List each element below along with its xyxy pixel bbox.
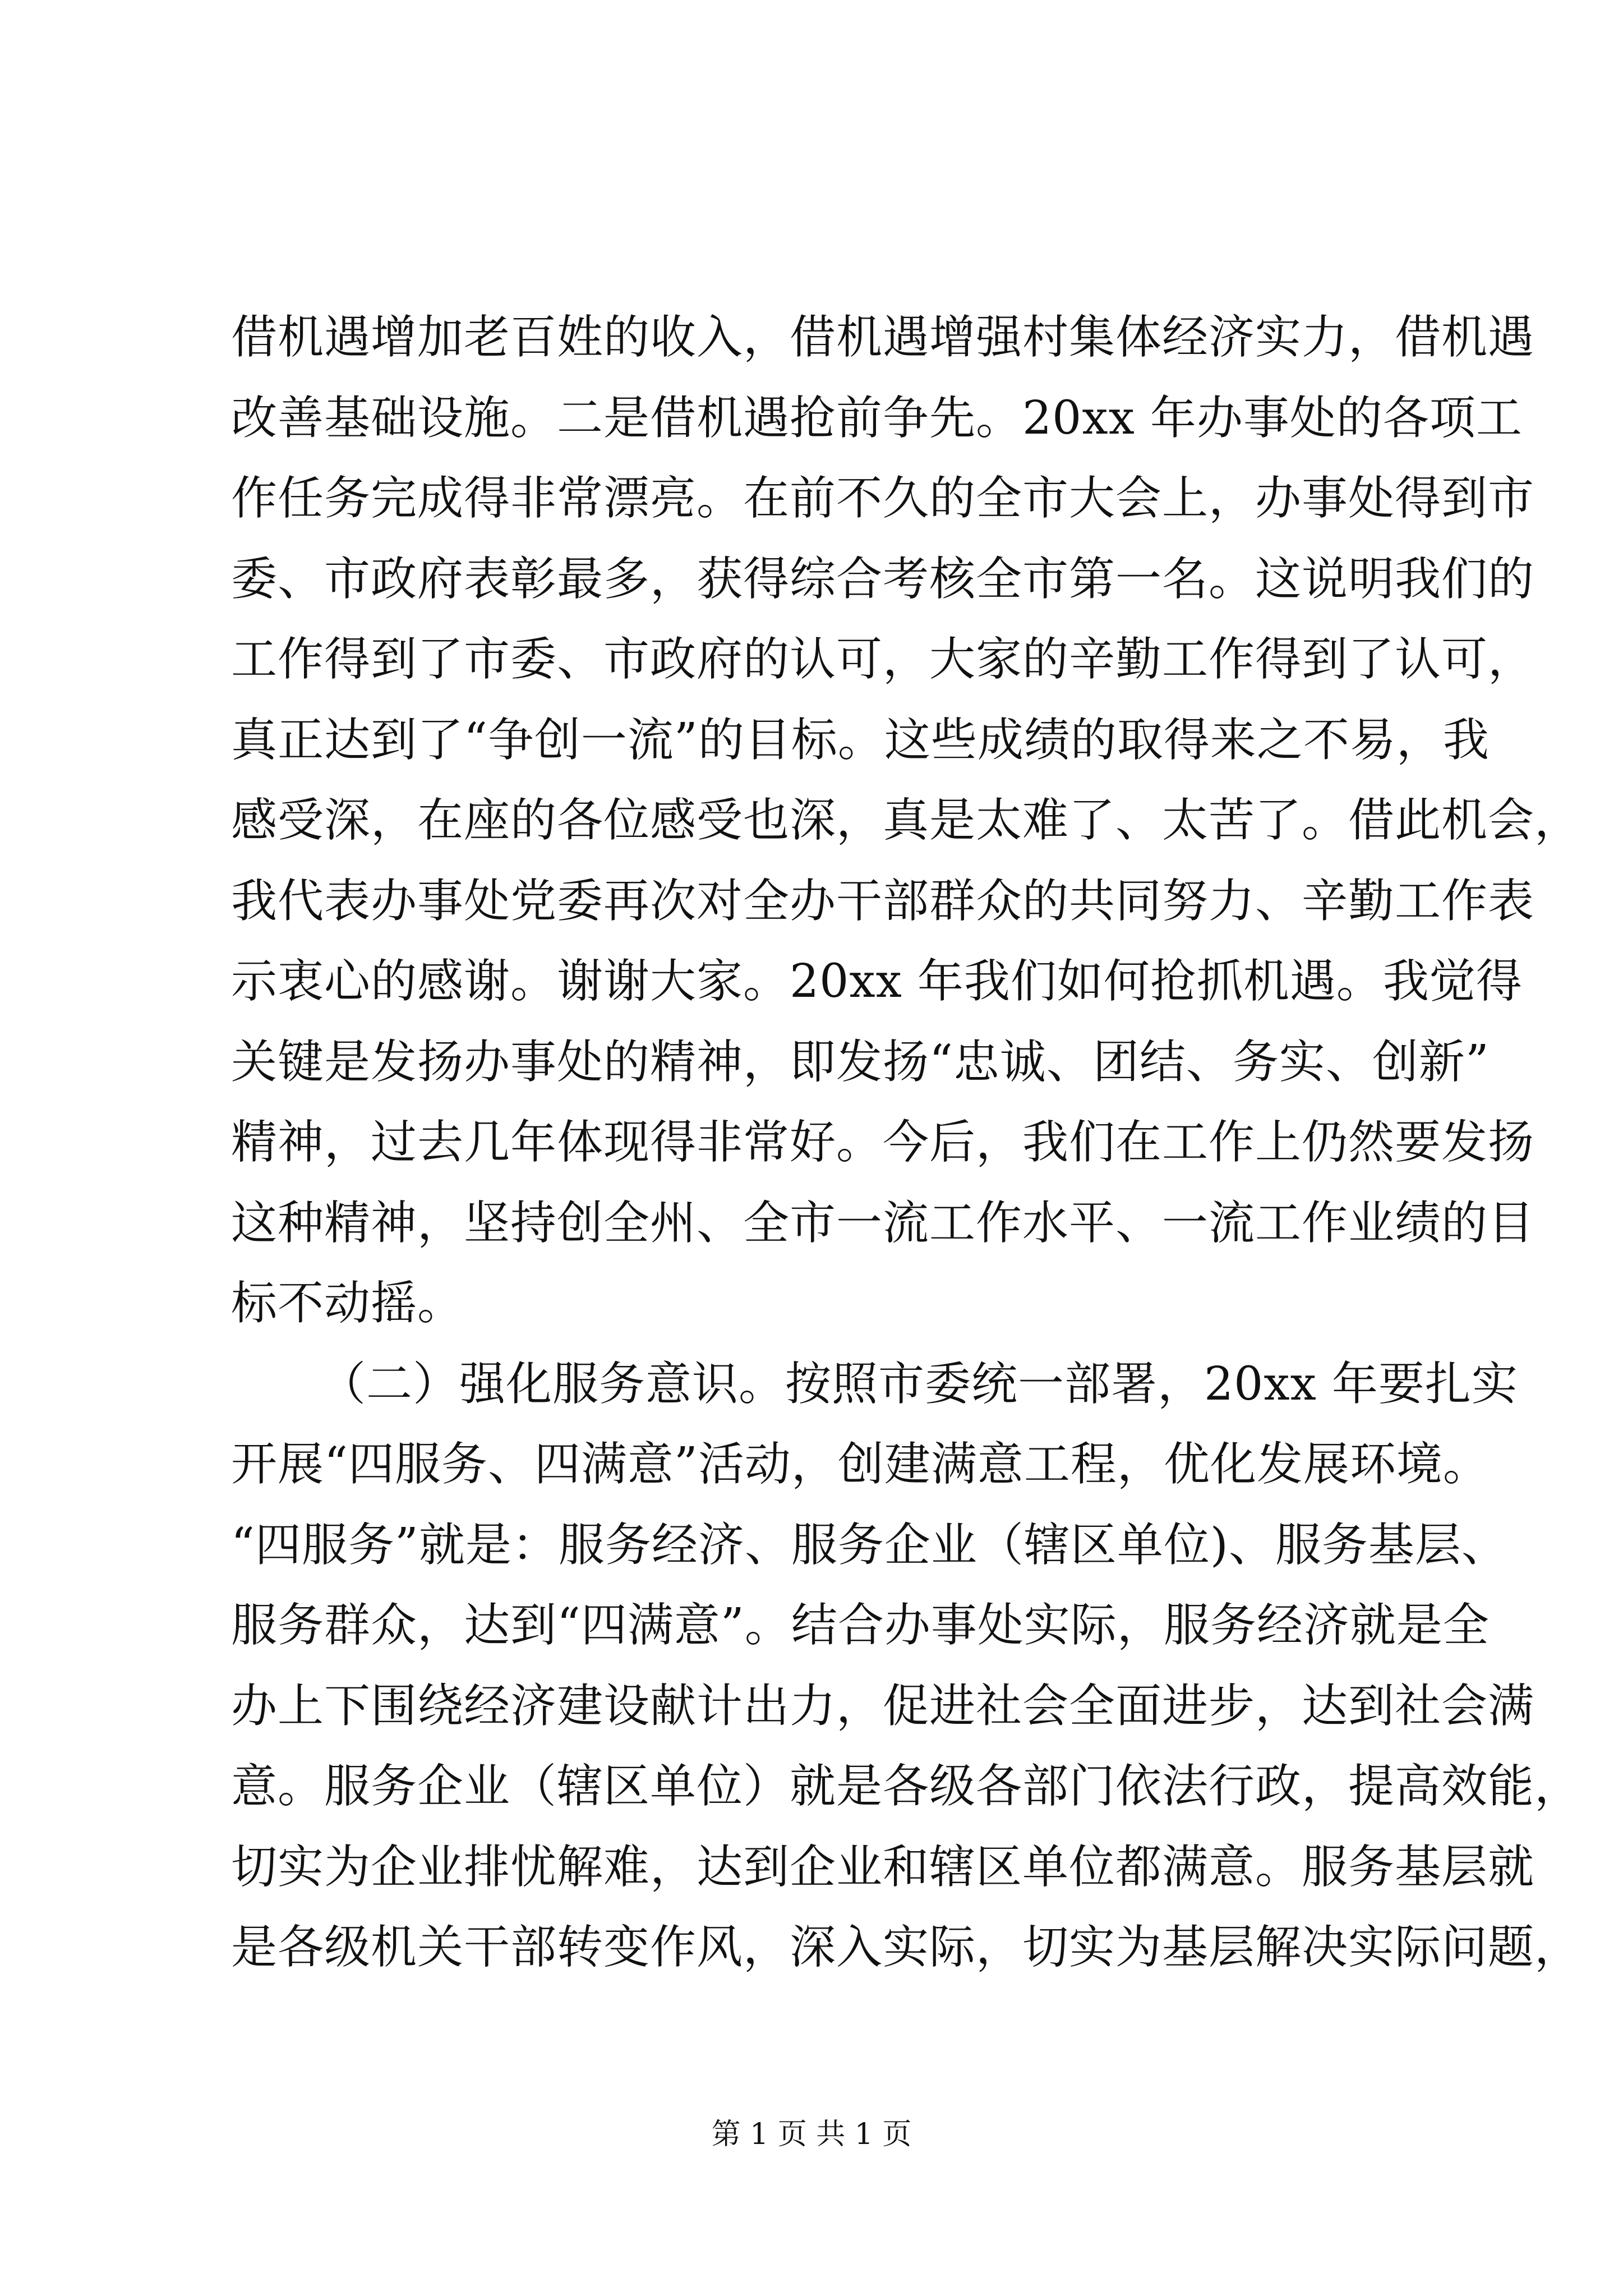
text-line: 切实为企业排忧解难，达到企业和辖区单位都满意。服务基层就 [231,1840,1535,1894]
page-number-footer: 第 1 页 共 1 页 [711,2118,912,2151]
text-line: 意。服务企业（辖区单位）就是各级各部门依法行政，提高效能， [231,1760,1581,1813]
text-line: 这种精神，坚持创全州、全市一流工作水平、一流工作业绩的目 [231,1196,1535,1250]
text-line: 感受深，在座的各位感受也深，真是太难了、太苦了。借此机会， [231,794,1581,847]
paragraph-1 [231,297,1581,1344]
text-line: 借机遇增加老百姓的收入，借机遇增强村集体经济实力，借机遇 [231,311,1535,364]
text-line: 真正达到了“争创一流”的目标。这些成绩的取得来之不易，我 [231,713,1490,767]
text-line: 精神，过去几年体现得非常好。今后，我们在工作上仍然要发扬 [231,1116,1535,1169]
document-body [231,297,1581,1988]
text-line: 示衷心的感谢。谢谢大家。20xx 年我们如何抢抓机遇。我觉得 [231,955,1523,1008]
paragraph-2 [231,1344,1581,1988]
text-line: 改善基础设施。二是借机遇抢前争先。20xx 年办事处的各项工 [231,391,1523,445]
text-line: 是各级机关干部转变作风，深入实际，切实为基层解决实际问题， [231,1921,1581,1974]
text-line: 工作得到了市委、市政府的认可，大家的辛勤工作得到了认可， [231,633,1535,686]
text-line: 关键是发扬办事处的精神，即发扬“忠诚、团结、务实、创新” [231,1035,1490,1089]
text-line: 我代表办事处党委再次对全办干部群众的共同努力、辛勤工作表 [231,874,1535,928]
text-line: （二）强化服务意识。按照市委统一部署，20xx 年要扎实 [320,1357,1518,1411]
text-line: 委、市政府表彰最多，获得综合考核全市第一名。这说明我们的 [231,552,1535,606]
text-line: 办上下围绕经济建设献计出力，促进社会全面进步，达到社会满 [231,1679,1535,1733]
text-line: 作任务完成得非常漂亮。在前不久的全市大会上，办事处得到市 [231,472,1535,525]
text-line: “四服务”就是：服务经济、服务企业（辖区单位)、服务基层、 [231,1518,1508,1572]
text-line: 服务群众，达到“四满意”。结合办事处实际，服务经济就是全 [231,1599,1490,1652]
text-line: 开展“四服务、四满意”活动，创建满意工程，优化发展环境。 [231,1438,1490,1491]
text-line: 标不动摇。 [231,1277,464,1330]
